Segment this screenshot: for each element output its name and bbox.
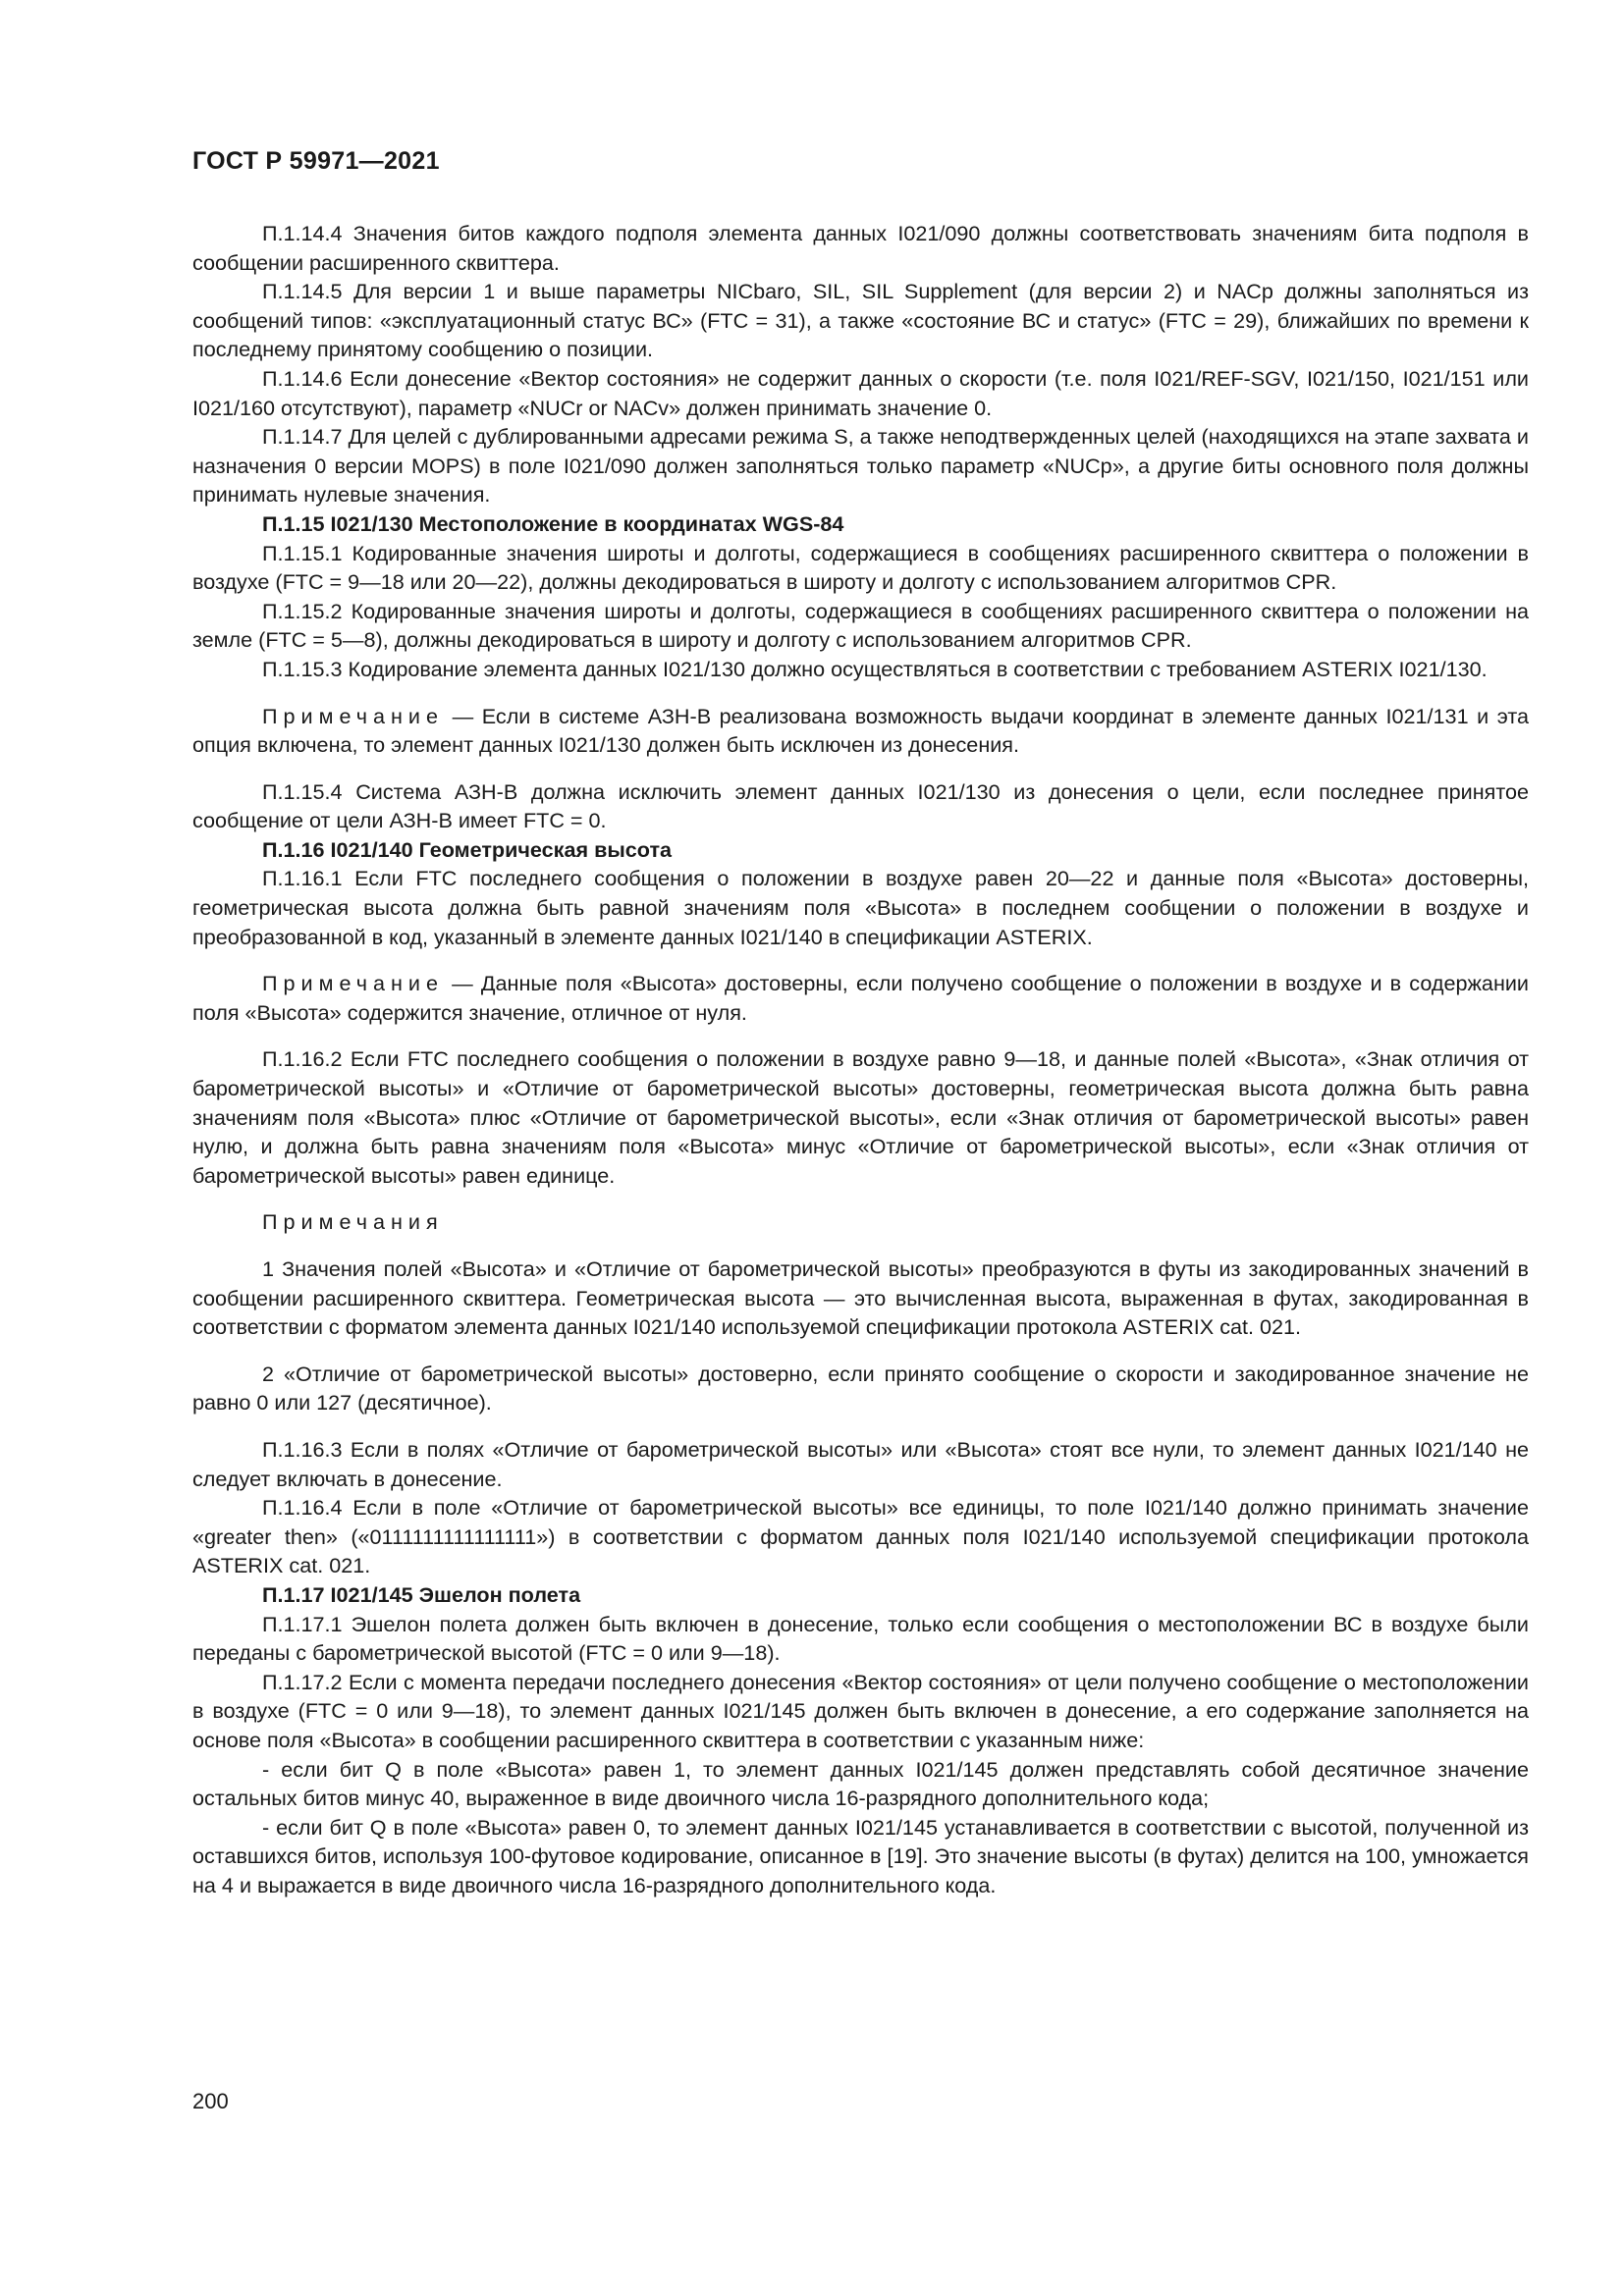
- document-page: [192, 147, 1529, 1899]
- note-item-1: 1 Значения полей «Высота» и «Отличие от барометрической высоты» преобразуются в футы из закодированных значений в сообщении расширенного сквиттера. Геометрическая высота — это вычисленная высота, выраженная в футах, закодированная в соответствии с форматом элемента данных I021/140 используемой спецификации протокола ASTERIX cat. 021.: [192, 1256, 1529, 1340]
- note-label: Примечание: [262, 971, 444, 996]
- section-heading-1-17: П.1.17 I021/145 Эшелон полета: [262, 1581, 581, 1607]
- paragraph-1-15-4: П.1.15.4 Система АЗН-В должна исключить элемент данных I021/130 из донесения о цели, если последнее принятое сообщение от цели АЗН-В имеет FTC = 0.: [192, 778, 1529, 833]
- section-heading-1-16: П.1.16 I021/140 Геометрическая высота: [262, 836, 673, 862]
- paragraph-1-14-6: П.1.14.6 Если донесение «Вектор состояния» не содержит данных о скорости (т.е. поля I021/REF-SGV, I021/150, I021/151 или I021/160 отсутствуют), параметр «NUCr or NACv» должен принимать значение 0.: [192, 365, 1529, 420]
- note-label: Примечание: [262, 703, 444, 728]
- paragraph-1-17-1: П.1.17.1 Эшелон полета должен быть включен в донесение, только если сообщения о местоположении ВС в воздухе были переданы с барометрической высотой (FTC = 0 или 9—18).: [192, 1611, 1529, 1666]
- note-1-16-1: [192, 969, 1529, 1027]
- paragraph-1-16-3: П.1.16.3 Если в полях «Отличие от барометрической высоты» или «Высота» стоят все нули, то элемент данных I021/140 не следует включать в донесение.: [192, 1436, 1529, 1491]
- notes-label: [192, 1207, 1529, 1237]
- notes-heading: Примечания: [262, 1209, 444, 1235]
- paragraph-1-16-4: П.1.16.4 Если в поле «Отличие от барометрической высоты» все единицы, то поле I021/140 должно принимать значение «greater then» («0111111111111111») в соответствии с форматом данных поля I021/140 используемой спецификации протокола ASTERIX cat. 021.: [192, 1495, 1529, 1578]
- document-header: ГОСТ Р 59971—2021: [192, 147, 440, 175]
- note-1-15: [192, 702, 1529, 760]
- paragraph-1-16-1: П.1.16.1 Если FTC последнего сообщения о положении в воздухе равен 20—22 и данные поля «Высота» достоверны, геометрическая высота должна быть равной значениям поля «Высота» в последнем сообщении о положении в воздухе и преобразованной в код, указанный в элементе данных I021/140 в спецификации ASTERIX.: [192, 866, 1529, 949]
- section-heading-1-15: П.1.15 I021/130 Местоположение в координатах WGS-84: [262, 510, 844, 536]
- paragraph-1-14-5: П.1.14.5 Для версии 1 и выше параметры NICbaro, SIL, SIL Supplement (для версии 2) и NACp должны заполняться из сообщений типов: «эксплуатационный статус ВС» (FTC = 31), а также «состояние ВС и статус» (FTC = 29), ближайших по времени к последнему принятому сообщению о позиции.: [192, 279, 1529, 362]
- list-item-q-bit-0: - если бит Q в поле «Высота» равен 0, то элемент данных I021/145 устанавливается в соответствии с высотой, полученной из оставшихся битов, используя 100-футовое кодирование, описанное в [19]. Это значение высоты (в футах) делится на 100, умножается на 4 и выражается в виде двоичного числа 16-разрядного дополнительного кода.: [192, 1814, 1529, 1897]
- paragraph-1-17-2: П.1.17.2 Если с момента передачи последнего донесения «Вектор состояния» от цели получено сообщение о местоположении в воздухе (FTC = 0 или 9—18), то элемент данных I021/145 должен быть включен в донесение, а его содержание заполняется на основе поля «Высота» в сообщении расширенного сквиттера в соответствии с указанным ниже:: [192, 1669, 1529, 1752]
- note-text: — Данные поля «Высота» достоверны, если получено сообщение о положении в воздухе и в содержании поля «Высота» содержится значение, отличное от нуля.: [192, 971, 1529, 1025]
- paragraph-1-14-7: П.1.14.7 Для целей с дублированными адресами режима S, а также неподтвержденных целей (находящихся на этапе захвата и назначения 0 версии MOPS) в поле I021/090 должен заполняться только параметр «NUCp», а другие биты основного поля должны принимать нулевые значения.: [192, 424, 1529, 507]
- paragraph-1-14-4: П.1.14.4 Значения битов каждого подполя элемента данных I021/090 должны соответствовать значениям бита подполя в сообщении расширенного сквиттера.: [192, 221, 1529, 275]
- page-number: 200: [192, 2089, 229, 2113]
- paragraph-1-16-2: П.1.16.2 Если FTC последнего сообщения о положении в воздухе равно 9—18, и данные полей «Высота», «Знак отличия от барометрической высоты» и «Отличие от барометрической высоты» достоверны, геометрическая высота должна быть равна значениям поля «Высота» плюс «Отличие от барометрической высоты», если «Знак отличия от барометрической высоты» равен нулю, и должна быть равна значениям поля «Высота» минус «Отличие от барометрической высоты», если «Знак отличия от барометрической высоты» равен единице.: [192, 1046, 1529, 1188]
- list-item-q-bit-1: - если бит Q в поле «Высота» равен 1, то элемент данных I021/145 должен представлять собой десятичное значение остальных битов минус 40, выраженное в виде двоичного числа 16-разрядного дополнительного кода;: [192, 1756, 1529, 1811]
- paragraph-1-15-3: П.1.15.3 Кодирование элемента данных I021/130 должно осуществляться в соответствии с требованием ASTERIX I021/130.: [262, 656, 1488, 681]
- paragraph-1-15-2: П.1.15.2 Кодированные значения широты и долготы, содержащиеся в сообщениях расширенного сквиттера о положении на земле (FTC = 5—8), должны декодироваться в широту и долготу с использованием алгоритмов CPR.: [192, 598, 1529, 653]
- note-item-2: 2 «Отличие от барометрической высоты» достоверно, если принято сообщение о скорости и закодированное значение не равно 0 или 127 (десятичное).: [192, 1361, 1529, 1415]
- paragraph-1-15-1: П.1.15.1 Кодированные значения широты и долготы, содержащиеся в сообщениях расширенного сквиттера о положении в воздухе (FTC = 9—18 или 20—22), должны декодироваться в широту и долготу с использованием алгоритмов CPR.: [192, 540, 1529, 595]
- note-text: — Если в системе АЗН-В реализована возможность выдачи координат в элементе данных I021/131 и эта опция включена, то элемент данных I021/130 должен быть исключен из донесения.: [192, 703, 1529, 758]
- document-body: [192, 219, 1529, 1899]
